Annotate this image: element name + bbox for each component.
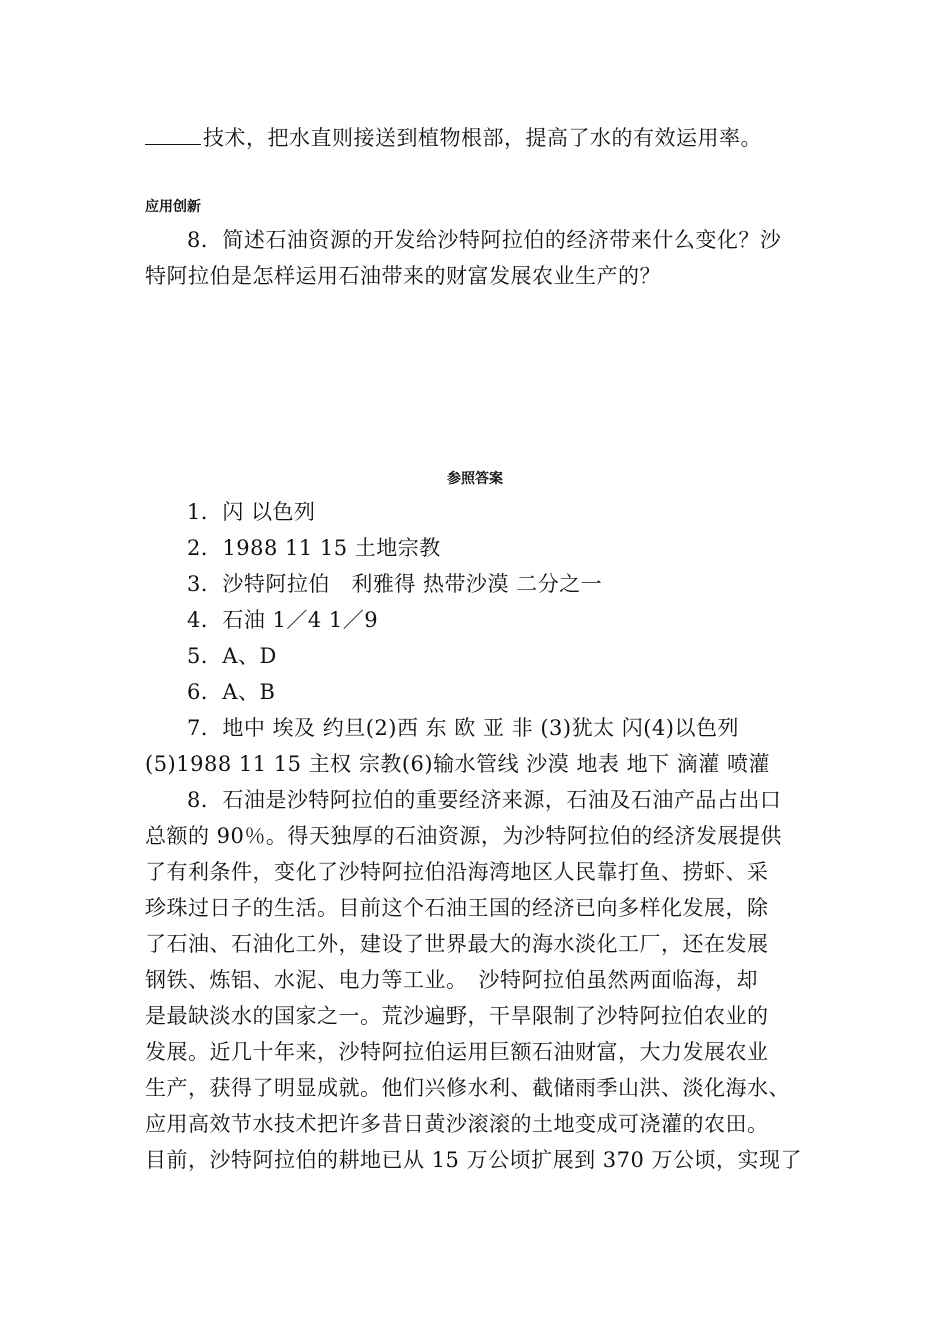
question8-line-2: 特阿拉伯是怎样运用石油带来的财富发展农业生产的？ (145, 264, 661, 288)
answer-item-2: 2．1988 11 15 土地宗教 (187, 536, 441, 560)
answer-item-7: 7．地中 埃及 约旦(2)西 东 欧 亚 非 (3)犹太 闪(4)以色列 (187, 716, 740, 740)
answer8-line: 钢铁、炼铝、水泥、电力等工业。 沙特阿拉伯虽然两面临海，却 (145, 968, 758, 992)
answer-item-1: 1．闪 以色列 (187, 500, 316, 524)
answer8-line: 是最缺淡水的国家之一。荒沙遍野，干旱限制了沙特阿拉伯农业的 (145, 1004, 769, 1028)
answer8-line: 应用高效节水技术把许多昔日黄沙滚滚的土地变成可浇灌的农田。 (145, 1112, 769, 1136)
section-heading: 应用创新 (145, 199, 201, 215)
answer8-line: 8．石油是沙特阿拉伯的重要经济来源，石油及石油产品占出口 (187, 788, 782, 812)
answer8-line: 珍珠过日子的生活。目前这个石油王国的经济已向多样化发展，除 (145, 896, 769, 920)
answer-item-3: 3．沙特阿拉伯 利雅得 热带沙漠 二分之一 (187, 572, 603, 596)
answer-item-5: 5．A、D (187, 644, 277, 668)
answer8-line: 总额的 90％。得天独厚的石油资源，为沙特阿拉伯的经济发展提供 (145, 824, 782, 848)
answer8-line: 目前，沙特阿拉伯的耕地已从 15 万公顷扩展到 370 万公顷，实现了 (145, 1148, 803, 1172)
question7-continuation-line (145, 120, 762, 156)
answer8-line: 了有利条件，变化了沙特阿拉伯沿海湾地区人民靠打鱼、捞虾、采 (145, 860, 769, 884)
answer-item-4: 4．石油 1／4 1／9 (187, 608, 379, 632)
answer-item-6: 6．A、B (187, 680, 276, 704)
answer-key-title: 参照答案 (447, 471, 503, 487)
question7-continuation-text: 技术，把水直则接送到植物根部，提高了水的有效运用率。 (203, 126, 762, 150)
answer8-line: 生产，获得了明显成就。他们兴修水利、截储雨季山洪、淡化海水、 (145, 1076, 790, 1100)
answer-blank (145, 124, 201, 145)
question8-line-1: 8．简述石油资源的开发给沙特阿拉伯的经济带来什么变化？沙 (187, 228, 782, 252)
answer8-line: 了石油、石油化工外，建设了世界最大的海水淡化工厂，还在发展 (145, 932, 769, 956)
answer-item-7-continued: (5)1988 11 15 主权 宗教(6)输水管线 沙漠 地表 地下 滴灌 喷灌 (145, 752, 770, 776)
answer8-line: 发展。近几十年来，沙特阿拉伯运用巨额石油财富，大力发展农业 (145, 1040, 769, 1064)
